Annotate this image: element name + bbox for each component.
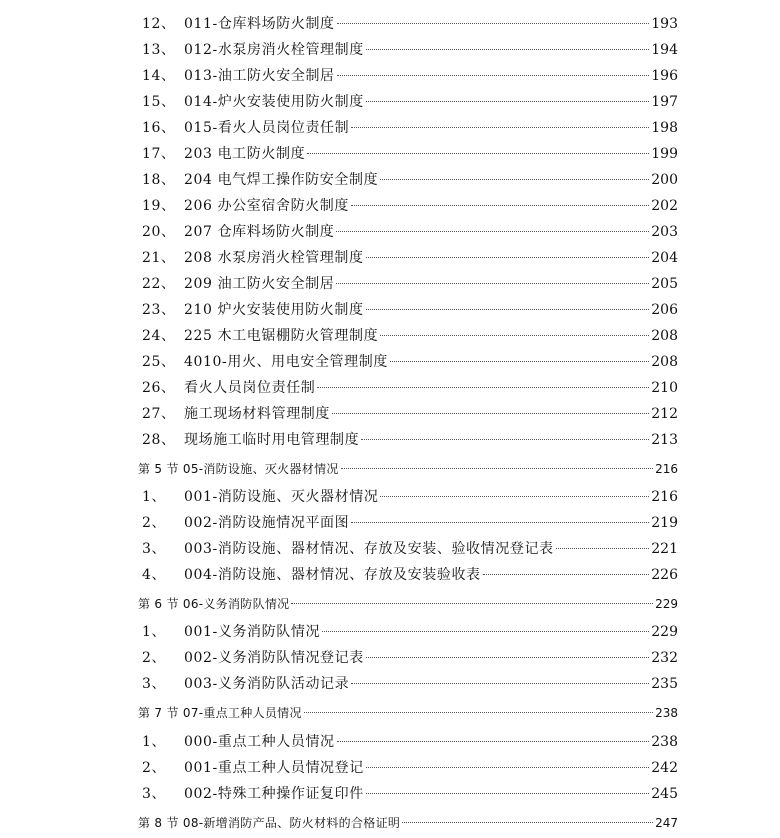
entry-number: 3、	[142, 786, 167, 802]
dot-leader	[351, 127, 649, 128]
toc-entry[interactable]	[142, 536, 678, 562]
dot-leader	[307, 153, 649, 154]
toc-entry[interactable]	[142, 323, 678, 349]
toc-entry[interactable]	[142, 401, 678, 427]
dot-leader	[380, 179, 649, 180]
dot-leader	[337, 741, 650, 742]
section-title: 第 5 节 05-消防设施、灭火器材情况	[138, 462, 339, 476]
dot-leader	[366, 767, 649, 768]
dot-leader	[341, 468, 653, 469]
toc-section-5[interactable]	[138, 457, 678, 481]
entry-number: 24、	[142, 328, 176, 344]
entry-page: 202	[651, 198, 678, 214]
entry-number: 19、	[142, 198, 176, 214]
entry-number: 27、	[142, 406, 176, 422]
toc-entry[interactable]	[142, 729, 678, 755]
entry-page: 196	[651, 68, 678, 84]
dot-leader	[483, 574, 650, 575]
entry-number: 23、	[142, 302, 176, 318]
entry-title: 002-消防设施情况平面图	[184, 515, 350, 531]
section-title: 第 6 节 06-义务消防队情况	[138, 597, 290, 611]
section-title: 第 8 节 08-新增消防产品、防火材料的合格证明	[138, 816, 401, 830]
entry-title: 011-仓库料场防火制度	[184, 16, 335, 32]
toc-section-7[interactable]	[138, 701, 678, 725]
dot-leader	[390, 361, 649, 362]
entry-page: 193	[651, 16, 678, 32]
section-page: 247	[655, 816, 678, 830]
entry-title: 002-义务消防队情况登记表	[184, 650, 364, 666]
entry-number: 22、	[142, 276, 176, 292]
entry-page: 208	[651, 328, 678, 344]
entry-page: 197	[651, 94, 678, 110]
dot-leader	[366, 657, 649, 658]
entry-title: 204 电气焊工操作防安全制度	[184, 172, 379, 188]
toc-entry[interactable]	[142, 11, 678, 37]
entry-title: 225 木工电锯棚防火管理制度	[184, 328, 379, 344]
dot-leader	[351, 522, 649, 523]
entry-number: 4、	[142, 567, 167, 583]
toc-entry[interactable]	[142, 755, 678, 781]
toc-entry[interactable]	[142, 619, 678, 645]
entry-number: 2、	[142, 515, 167, 531]
entry-title: 210 炉火安装使用防火制度	[184, 302, 364, 318]
dot-leader	[380, 496, 649, 497]
entry-page: 221	[651, 541, 678, 557]
toc-entry[interactable]	[142, 63, 678, 89]
dot-leader	[317, 387, 649, 388]
toc-entry[interactable]	[142, 193, 678, 219]
entry-title: 207 仓库料场防火制度	[184, 224, 335, 240]
dot-leader	[351, 205, 649, 206]
entry-title: 015-看火人员岗位责任制	[184, 120, 350, 136]
dot-leader	[332, 413, 649, 414]
toc-entry[interactable]	[142, 167, 678, 193]
toc-entry[interactable]	[142, 115, 678, 141]
entry-title: 001-义务消防队情况	[184, 624, 321, 640]
dot-leader	[336, 283, 649, 284]
section-page: 238	[655, 706, 678, 720]
entry-number: 13、	[142, 42, 176, 58]
entry-number: 1、	[142, 624, 167, 640]
entry-page: 242	[651, 760, 678, 776]
entry-page: 198	[651, 120, 678, 136]
entry-page: 213	[651, 432, 678, 448]
entry-title: 003-消防设施、器材情况、存放及安装、验收情况登记表	[184, 541, 554, 557]
toc-entry[interactable]	[142, 141, 678, 167]
entry-number: 12、	[142, 16, 176, 32]
entry-page: 204	[651, 250, 678, 266]
entry-page: 210	[651, 380, 678, 396]
entry-page: 229	[651, 624, 678, 640]
entry-number: 1、	[142, 734, 167, 750]
entry-page: 208	[651, 354, 678, 370]
toc-entry[interactable]	[142, 484, 678, 510]
entry-title: 003-义务消防队活动记录	[184, 676, 350, 692]
entry-title: 现场施工临时用电管理制度	[184, 432, 360, 448]
entry-title: 施工现场材料管理制度	[184, 406, 330, 422]
entry-title: 206 办公室宿舍防火制度	[184, 198, 349, 214]
entry-page: 205	[651, 276, 678, 292]
toc-entry[interactable]	[142, 375, 678, 401]
entry-page: 194	[651, 42, 678, 58]
entry-title: 014-炉火安装使用防火制度	[184, 94, 364, 110]
dot-leader	[402, 822, 653, 823]
entry-page: 245	[651, 786, 678, 802]
entry-number: 15、	[142, 94, 176, 110]
dot-leader	[366, 793, 649, 794]
section-title: 第 7 节 07-重点工种人员情况	[138, 706, 302, 720]
entry-number: 3、	[142, 541, 167, 557]
section-page: 229	[655, 597, 678, 611]
entry-number: 16、	[142, 120, 176, 136]
entry-title: 013-油工防火安全制居	[184, 68, 335, 84]
dot-leader	[366, 257, 650, 258]
dot-leader	[336, 231, 649, 232]
dot-leader	[556, 548, 650, 549]
entry-title: 209 油工防火安全制居	[184, 276, 335, 292]
entry-page: 216	[651, 489, 678, 505]
entry-title: 208 水泵房消火栓管理制度	[184, 250, 364, 266]
section-page: 216	[655, 462, 678, 476]
dot-leader	[304, 712, 653, 713]
toc-entry[interactable]	[142, 427, 678, 453]
entry-page: 212	[651, 406, 678, 422]
entry-page: 235	[651, 676, 678, 692]
toc-entry[interactable]	[142, 671, 678, 697]
entry-number: 20、	[142, 224, 176, 240]
toc-entry[interactable]	[142, 562, 678, 588]
dot-leader	[337, 75, 650, 76]
toc-entry[interactable]	[142, 245, 678, 271]
dot-leader	[291, 603, 653, 604]
entry-title: 001-消防设施、灭火器材情况	[184, 489, 379, 505]
toc-entry[interactable]	[142, 89, 678, 115]
entry-number: 28、	[142, 432, 176, 448]
toc-section-8[interactable]	[138, 811, 678, 835]
dot-leader	[366, 309, 650, 310]
entry-number: 21、	[142, 250, 176, 266]
entry-number: 2、	[142, 650, 167, 666]
toc-entry[interactable]	[142, 219, 678, 245]
toc-entry[interactable]	[142, 781, 678, 807]
entry-number: 1、	[142, 489, 167, 505]
entry-title: 000-重点工种人员情况	[184, 734, 335, 750]
entry-page: 232	[651, 650, 678, 666]
dot-leader	[366, 49, 649, 50]
entry-number: 18、	[142, 172, 176, 188]
entry-title: 012-水泵房消火栓管理制度	[184, 42, 364, 58]
entry-page: 238	[651, 734, 678, 750]
dot-leader	[337, 23, 650, 24]
dot-leader	[322, 631, 649, 632]
dot-leader	[380, 335, 649, 336]
entry-title: 203 电工防火制度	[184, 146, 306, 162]
toc-entry[interactable]	[142, 271, 678, 297]
entry-number: 3、	[142, 676, 167, 692]
entry-number: 14、	[142, 68, 176, 84]
entry-page: 200	[651, 172, 678, 188]
entry-page: 206	[651, 302, 678, 318]
toc-section-6[interactable]	[138, 592, 678, 616]
entry-title: 4010-用火、用电安全管理制度	[184, 354, 388, 370]
entry-number: 25、	[142, 354, 176, 370]
entry-title: 004-消防设施、器材情况、存放及安装验收表	[184, 567, 481, 583]
toc-entry[interactable]	[142, 297, 678, 323]
dot-leader	[361, 439, 649, 440]
toc-entry[interactable]	[142, 37, 678, 63]
entry-number: 17、	[142, 146, 176, 162]
entry-page: 203	[651, 224, 678, 240]
entry-page: 226	[651, 567, 678, 583]
toc-entry[interactable]	[142, 645, 678, 671]
entry-page: 199	[651, 146, 678, 162]
entry-title: 002-特殊工种操作证复印件	[184, 786, 364, 802]
dot-leader	[351, 683, 649, 684]
entry-title: 看火人员岗位责任制	[184, 380, 316, 396]
dot-leader	[366, 101, 649, 102]
toc-entry[interactable]	[142, 510, 678, 536]
entry-number: 26、	[142, 380, 176, 396]
entry-number: 2、	[142, 760, 167, 776]
toc-entry[interactable]	[142, 349, 678, 375]
entry-title: 001-重点工种人员情况登记	[184, 760, 364, 776]
entry-page: 219	[651, 515, 678, 531]
